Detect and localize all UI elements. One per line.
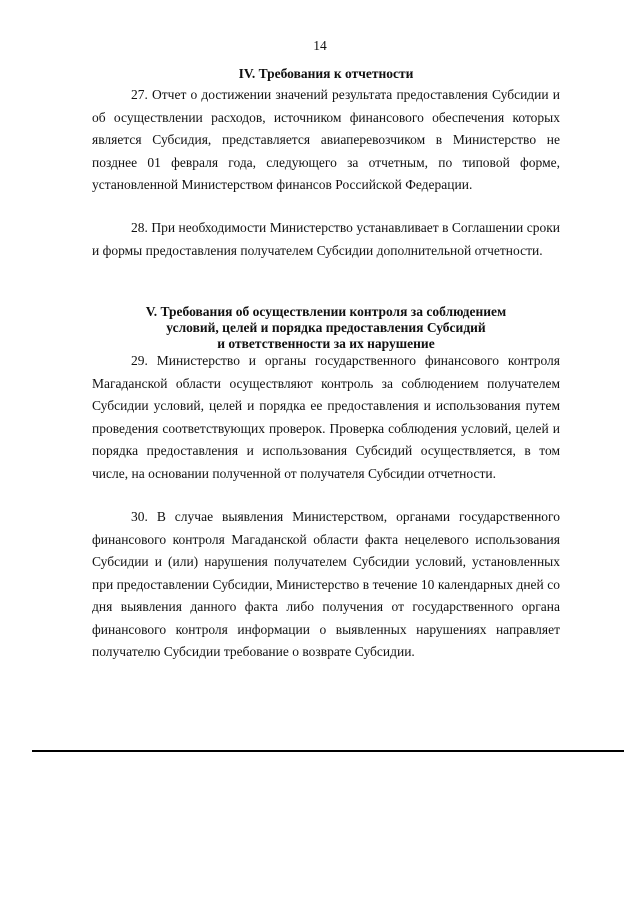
paragraph-30: 30. В случае выявления Министерством, органами государственного финансового контроля Магаданской области факта нецелевого использования Субсидии и (или) нарушения получателем Субсидии условий, установленных при предоставлении Субсидии, Министерство в течение 10 календарных дней со дня выявления данного факта либо получения от государственного органа финансового контроля информации о выявленных нарушениях направляет получателю Субсидии требование о возврате Субсидии. [92, 509, 560, 659]
section-v-heading-line-3: и ответственности за их нарушение [217, 336, 435, 351]
paragraph-29: 29. Министерство и органы государственного финансового контроля Магаданской области осуществляют контроль за соблюдением получателем Субсидии условий, целей и порядка ее предоставления и использования путем проведения соответствующих проверок. Проверка соблюдения условий, целей и порядка предоставления и использования Субсидий осуществляется, в том числе, на основании полученной от получателя Субсидии отчетности. [92, 353, 560, 481]
page-number: 14 [313, 38, 327, 53]
paragraph-28: 28. При необходимости Министерство устанавливает в Соглашении сроки и формы предоставления получателем Субсидии дополнительной отчетности. [92, 220, 560, 258]
paragraph-27: 27. Отчет о достижении значений результата предоставления Субсидии и об осуществлении расходов, источником финансового обеспечения которых является Субсидия, представляется авиаперевозчиком в Министерство не позднее 01 февраля года, следующего за отчетным, по типовой форме, установленной Министерством финансов Российской Федерации. [92, 87, 560, 192]
section-v-heading-line-2: условий, целей и порядка предоставления Субсидий [166, 320, 486, 335]
section-iv-heading: IV. Требования к отчетности [238, 66, 414, 81]
section-v-heading [92, 304, 560, 352]
section-v-heading-line-1: V. Требования об осуществлении контроля за соблюдением [145, 304, 507, 319]
footer-rule [32, 750, 624, 752]
